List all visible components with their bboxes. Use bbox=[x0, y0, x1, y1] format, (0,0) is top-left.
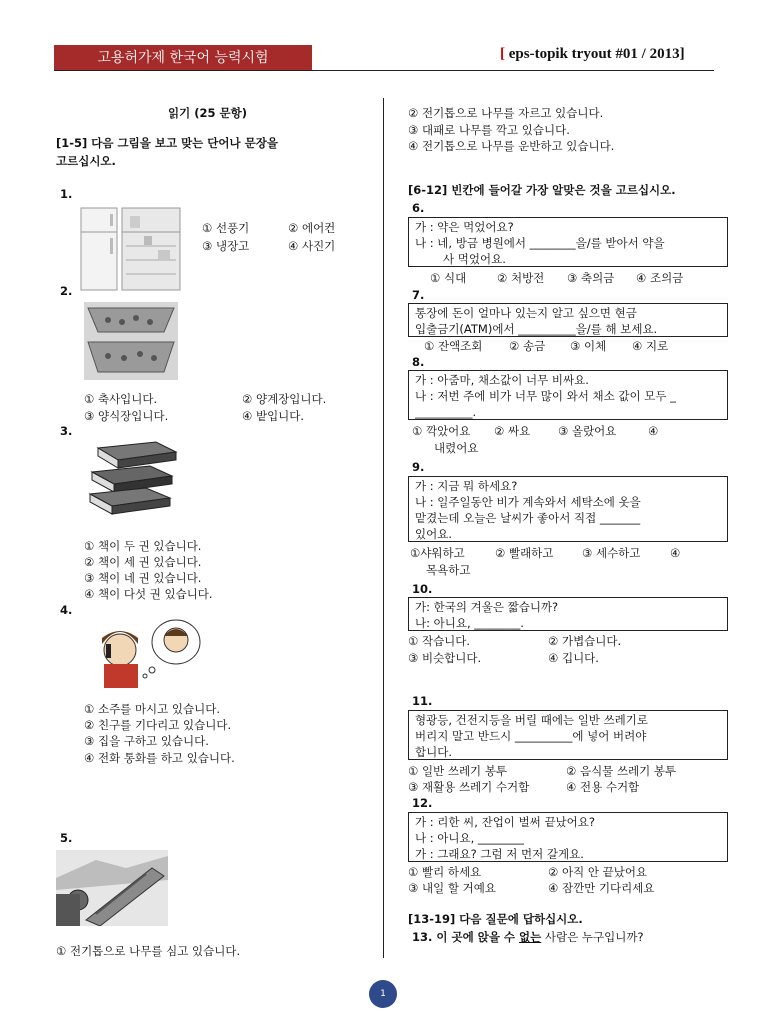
q1-option-2[interactable]: ② 에어컨 bbox=[288, 221, 336, 235]
q11-text-box bbox=[408, 710, 728, 760]
q7-text-box bbox=[408, 303, 728, 337]
section-title: 읽기 (25 문항) bbox=[168, 106, 247, 120]
q7-option-1[interactable]: ① 잔액조회 bbox=[424, 339, 483, 353]
q4-option-1[interactable]: ① 소주를 마시고 있습니다. bbox=[84, 702, 221, 716]
instruction-1-5: [1-5] 다음 그림을 보고 맞는 단어나 문장을 bbox=[56, 136, 278, 150]
q12-option-1[interactable]: ① 빨리 하세요 bbox=[408, 865, 482, 879]
q4-number: 4. bbox=[60, 603, 73, 617]
q8-number: 8. bbox=[412, 355, 425, 369]
q3-option-3[interactable]: ③ 책이 네 권 있습니다. bbox=[84, 571, 202, 585]
q11-line-2: 버리지 말고 반드시 __________에 넣어 버려야 bbox=[415, 729, 647, 743]
q6-dialog-box bbox=[408, 217, 728, 267]
q11-line-3: 합니다. bbox=[415, 745, 452, 759]
q12-number: 12. bbox=[412, 796, 433, 810]
q9-option-2[interactable]: ② 빨래하고 bbox=[495, 546, 554, 560]
q5-option-2[interactable]: ② 전기톱으로 나무를 자르고 있습니다. bbox=[408, 106, 604, 120]
page-number-badge: 1 bbox=[369, 980, 397, 1008]
q2-option-3[interactable]: ③ 양식장입니다. bbox=[84, 409, 169, 423]
q11-option-1[interactable]: ① 일반 쓰레기 봉투 bbox=[408, 764, 508, 778]
q8-option-3[interactable]: ③ 올랐어요 bbox=[558, 424, 617, 438]
q7-option-4[interactable]: ④ 지로 bbox=[632, 339, 669, 353]
q8-line-2: 나 : 저번 주에 비가 너무 많이 와서 채소 값이 모두 _ bbox=[415, 389, 676, 403]
q6-number: 6. bbox=[412, 201, 425, 215]
q12-dialog-box bbox=[408, 812, 728, 862]
q13-question bbox=[412, 929, 644, 945]
exam-code bbox=[500, 46, 685, 63]
column-divider bbox=[383, 98, 384, 958]
exam-title-banner: 고용허가제 한국어 능력시험 bbox=[54, 45, 312, 71]
q2-option-1[interactable]: ① 축사입니다. bbox=[84, 392, 158, 406]
q8-dialog-box bbox=[408, 370, 728, 420]
q8-option-2[interactable]: ② 싸요 bbox=[494, 424, 531, 438]
q9-number: 9. bbox=[412, 460, 425, 474]
q9-line-4: 있어요. bbox=[415, 527, 452, 541]
q3-option-4[interactable]: ④ 책이 다섯 권 있습니다. bbox=[84, 587, 213, 601]
exam-code-text: eps-topik tryout #01 / 2013] bbox=[508, 46, 685, 62]
q12-line-1: 가 : 리한 씨, 잔업이 벌써 끝났어요? bbox=[415, 815, 595, 829]
q1-number: 1. bbox=[60, 187, 73, 201]
q2-number: 2. bbox=[60, 284, 73, 298]
instruction-6-12: [6-12] 빈칸에 들어갈 가장 알맞은 것을 고르십시오. bbox=[408, 183, 676, 197]
q7-option-2[interactable]: ② 송금 bbox=[509, 339, 546, 353]
q6-option-2[interactable]: ② 처방전 bbox=[497, 271, 545, 285]
q5-number: 5. bbox=[60, 831, 73, 845]
q9-line-2: 나 : 일주일동안 비가 계속와서 세탁소에 옷을 bbox=[415, 495, 641, 509]
chicken-farm-image bbox=[84, 302, 178, 380]
q8-option-4[interactable]: ④ bbox=[648, 424, 659, 438]
q6-option-1[interactable]: ① 식대 bbox=[430, 271, 467, 285]
q7-line-1: 통장에 돈이 얼마나 있는지 알고 싶으면 현금 bbox=[415, 306, 637, 320]
q10-number: 10. bbox=[412, 582, 433, 596]
q9-option-3[interactable]: ③ 세수하고 bbox=[582, 546, 641, 560]
q3-option-2[interactable]: ② 책이 세 권 있습니다. bbox=[84, 555, 202, 569]
q12-option-3[interactable]: ③ 내일 할 거예요 bbox=[408, 881, 496, 895]
q8-line-3: __________. bbox=[415, 405, 477, 419]
q8-option-1[interactable]: ① 깍았어요 bbox=[412, 424, 471, 438]
q5-option-3[interactable]: ③ 대패로 나무를 깍고 있습니다. bbox=[408, 123, 570, 137]
q6-option-4[interactable]: ④ 조의금 bbox=[636, 271, 684, 285]
q5-option-1[interactable]: ① 전기톱으로 나무를 심고 있습니다. bbox=[56, 944, 241, 958]
refrigerator-image bbox=[80, 206, 182, 294]
q6-line-1: 가 : 약은 먹었어요? bbox=[415, 220, 514, 234]
q10-line-2: 나: 아니요, ________. bbox=[415, 616, 524, 630]
q13-emphasis: 없는 bbox=[519, 930, 542, 944]
q10-option-1[interactable]: ① 작습니다. bbox=[408, 634, 471, 648]
q3-number: 3. bbox=[60, 424, 73, 438]
header-rule bbox=[54, 70, 714, 71]
q5-option-4[interactable]: ④ 전기톱으로 나무를 운반하고 있습니다. bbox=[408, 139, 615, 153]
instruction-13-19: [13-19] 다음 질문에 답하십시오. bbox=[408, 912, 583, 926]
q10-option-3[interactable]: ③ 비슷합니다. bbox=[408, 651, 482, 665]
q1-option-3[interactable]: ③ 냉장고 bbox=[202, 239, 250, 253]
q11-option-4[interactable]: ④ 전용 수거함 bbox=[566, 780, 640, 794]
q9-option-4-text[interactable]: 목욕하고 bbox=[426, 563, 471, 577]
q7-number: 7. bbox=[412, 288, 425, 302]
phone-call-image bbox=[90, 614, 206, 688]
q4-option-3[interactable]: ③ 집을 구하고 있습니다. bbox=[84, 734, 209, 748]
q8-option-4-text[interactable]: 내렸어요 bbox=[434, 441, 479, 455]
q6-line-3: 사 먹었어요. bbox=[443, 252, 506, 266]
q2-option-2[interactable]: ② 양계장입니다. bbox=[242, 392, 327, 406]
q1-option-1[interactable]: ① 선풍기 bbox=[202, 221, 250, 235]
q7-option-3[interactable]: ③ 이체 bbox=[570, 339, 607, 353]
q9-line-3: 맡겼는데 오늘은 날씨가 좋아서 직접 _______ bbox=[415, 511, 641, 525]
q12-line-3: 가 : 그래요? 그럼 저 먼저 갈게요. bbox=[415, 847, 584, 861]
chainsaw-image bbox=[56, 850, 168, 926]
q1-option-4[interactable]: ④ 사진기 bbox=[288, 239, 336, 253]
q4-option-2[interactable]: ② 친구를 기다리고 있습니다. bbox=[84, 718, 232, 732]
q12-line-2: 나 : 아니요, ________ bbox=[415, 831, 524, 845]
q6-option-3[interactable]: ③ 축의금 bbox=[567, 271, 615, 285]
q9-option-1[interactable]: ①샤워하고 bbox=[410, 546, 465, 560]
q2-option-4[interactable]: ④ 밭입니다. bbox=[242, 409, 305, 423]
q11-option-3[interactable]: ③ 재활용 쓰레기 수거함 bbox=[408, 780, 530, 794]
q13-post: 사람은 누구입니까? bbox=[541, 930, 644, 944]
q11-line-1: 형광등, 건전지등을 버릴 때에는 일반 쓰레기로 bbox=[415, 713, 649, 727]
q9-option-4[interactable]: ④ bbox=[670, 546, 681, 560]
q11-number: 11. bbox=[412, 694, 433, 708]
books-image bbox=[86, 438, 182, 520]
q10-option-2[interactable]: ② 가볍습니다. bbox=[548, 634, 622, 648]
q7-line-2: 입출금기(ATM)에서 __________을/를 해 보세요. bbox=[415, 322, 658, 336]
q13-pre: 13. 이 곳에 앉을 수 bbox=[412, 930, 520, 944]
q6-line-2: 나 : 네, 방금 병원에서 ________을/를 받아서 약을 bbox=[415, 236, 665, 250]
q10-dialog-box bbox=[408, 597, 728, 631]
q11-option-2[interactable]: ② 음식물 쓰레기 봉투 bbox=[566, 764, 677, 778]
q10-line-1: 가: 한국의 겨울은 짧습니까? bbox=[415, 600, 559, 614]
q4-option-4[interactable]: ④ 전화 통화를 하고 있습니다. bbox=[84, 751, 235, 765]
q12-option-2[interactable]: ② 아직 안 끝났어요 bbox=[548, 865, 648, 879]
q10-option-4[interactable]: ④ 깁니다. bbox=[548, 651, 599, 665]
instruction-1-5-cont: 고르십시오. bbox=[56, 154, 116, 168]
q9-line-1: 가 : 지금 뭐 하세요? bbox=[415, 479, 518, 493]
q9-dialog-box bbox=[408, 476, 728, 542]
q12-option-4[interactable]: ④ 잠깐만 기다리세요 bbox=[548, 881, 655, 895]
bracket: [ bbox=[500, 46, 505, 62]
q3-option-1[interactable]: ① 책이 두 권 있습니다. bbox=[84, 539, 202, 553]
q8-line-1: 가 : 아줌마, 채소값이 너무 비싸요. bbox=[415, 373, 589, 387]
